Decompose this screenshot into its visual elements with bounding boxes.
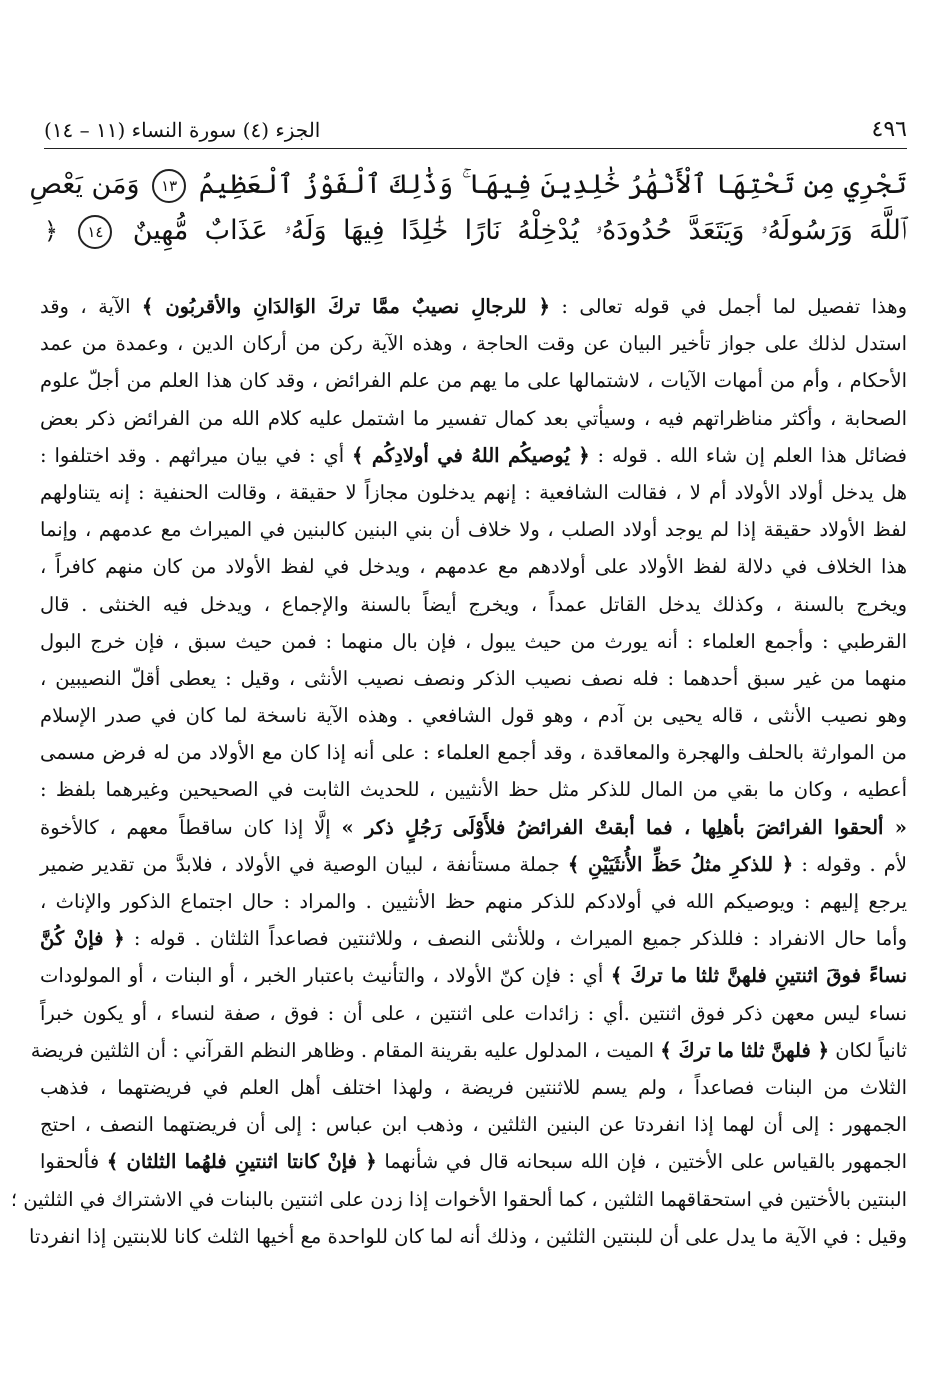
commentary-line bbox=[30, 1032, 907, 1069]
commentary-segment: ثانياً لكان bbox=[829, 1038, 907, 1062]
commentary-line bbox=[40, 362, 907, 399]
commentary-line bbox=[40, 586, 907, 623]
quranic-quote: ﴿ يُوصيكُم اللهُ في أولادِكُم ﴾ bbox=[352, 443, 590, 467]
commentary-line bbox=[40, 957, 907, 994]
quranic-quote: نساءً فوقَ اثنتينِ فلهنَّ ثلثا ما تركَ ﴾ bbox=[610, 964, 908, 988]
commentary-line bbox=[40, 474, 907, 511]
commentary-line bbox=[10, 1181, 907, 1218]
commentary-line bbox=[40, 288, 907, 325]
quran-line-2 bbox=[44, 208, 907, 254]
commentary-line bbox=[40, 1106, 907, 1143]
commentary-segment: نساء ليس معهن ذكر فوق اثنتين .أي : زائدات على اثنتين ، على أن : فوق ، صفة لنساء ، أو يكون خبراً bbox=[40, 1001, 907, 1025]
running-header bbox=[44, 112, 907, 142]
quran-text: وَمَن يَعْصِ bbox=[29, 169, 140, 200]
commentary-segment: القرطبي : وأجمع العلماء : أنه يورث من حيث يبول ، فإن بال منهما : فمن حيث سبق ، فإن خرج البول bbox=[40, 629, 907, 653]
commentary-segment: لأم . وقوله : bbox=[793, 852, 907, 876]
commentary-line bbox=[40, 1069, 907, 1106]
commentary-segment: الجمهور بالقياس على الأختين ، فإن الله سبحانه قال في شأنهما bbox=[376, 1150, 907, 1174]
commentary-segment: أي : فإن كنّ الأولاد ، والتأنيث باعتبار الخبر ، أو البنات ، أو المولودات bbox=[40, 964, 611, 988]
running-title: الجزء (٤) سورة النساء (١١ – ١٤) bbox=[44, 118, 321, 142]
commentary-line bbox=[40, 697, 907, 734]
quranic-quote: ﴿ للرجالِ نصيبٌ ممَّا تركَ الوَالدَانِ والأقربُون ﴾ bbox=[141, 295, 550, 318]
commentary-line bbox=[40, 883, 907, 920]
commentary-segment: أعطيه ، وكان ما بقي من المال للذكر مثل حظ الأنثيين ، للحديث الثابت في الصحيحين وغيرهما بلفظ : bbox=[40, 778, 907, 802]
commentary-line bbox=[40, 771, 907, 808]
header-rule bbox=[44, 148, 907, 149]
commentary-segment: وأما حال الانفراد : فللذكر جميع الميراث ، وللأنثى النصف ، وللاثنتين فصاعداً الثلثان . قوله : bbox=[124, 927, 907, 951]
commentary-segment: وهو نصيب الأنثى ، قاله يحيى بن آدم ، وهو قول الشافعي . وهذه الآية ناسخة لما كان في صدر الإسلام bbox=[40, 704, 907, 728]
commentary-line bbox=[40, 1143, 907, 1180]
commentary-segment: أي : في بيان ميراثهم . وقد اختلفوا : bbox=[40, 443, 353, 467]
commentary-segment: ويخرج بالسنة ، وكذلك يدخل القاتل عمداً ، ويخرج أيضاً بالسنة والإجماع ، ويدخل فيه الخنثى . قال bbox=[40, 592, 907, 616]
commentary-segment: الثلاث من البنات فصاعداً ، ولم يسم للاثنتين فريضة ، ولهذا اختلف أهل العلم في فريضتهما ، فذهب bbox=[40, 1075, 907, 1099]
commentary-line bbox=[40, 846, 907, 883]
commentary-segment: البنتين بالأختين في استحقاقهما الثلثين ، كما ألحقوا الأخوات إذا زدن على اثنتين بالبنات في الاشتراك في الثلثين ؛ bbox=[10, 1187, 907, 1211]
commentary-line bbox=[40, 437, 907, 474]
commentary-segment: هل يدخل أولاد الأولاد أم لا ، فقالت الشافعية : إنهم يدخلون مجازاً لا حقيقة ، وقالت الحنفية : إنه يتناولهم bbox=[40, 480, 907, 504]
commentary-line bbox=[40, 325, 907, 362]
quranic-quote: ﴿ للذكرِ مثلُ حَظِّ الأُنثَيَيْنِ ﴾ bbox=[567, 852, 794, 876]
quran-text: تَجْرِي مِن تَحْتِهَا ٱلْأَنْهَٰرُ خَٰلِدِينَ فِيهَا ۚ وَذَٰلِكَ ٱلْفَوْزُ ٱلْعَظِيمُ bbox=[198, 169, 907, 200]
commentary-segment: جملة مستأنفة ، لبيان الوصية في الأولاد ، فلابدَّ من تقدير ضمير bbox=[40, 852, 568, 876]
commentary-line bbox=[40, 511, 907, 548]
commentary-line bbox=[40, 660, 907, 697]
commentary-segment: منهما من غير سبق أحدهما : فله نصف نصيب الذكر ونصف نصيب الأنثى ، وقيل : يعطى أقلّ النصيبين ، bbox=[40, 666, 907, 690]
ayah-number-marker: ١٤ bbox=[78, 215, 112, 249]
quranic-quote: « ألحقوا الفرائضَ بأهلِها ، فما أبقتْ الفرائضُ فلأَوْلَى رَجُلٍ ذكر » bbox=[341, 815, 907, 839]
commentary-line bbox=[40, 920, 907, 957]
quran-text: ٱللَّهَ وَرَسُولَهُۥ وَيَتَعَدَّ حُدُودَهُۥ يُدْخِلْهُ نَارًا خَٰلِدًا فِيهَا وَلَهُۥ عَذَابٌ مُّهِينٌ bbox=[132, 215, 907, 246]
commentary-segment: يرجع إليهم : ويوصيكم الله في أولادكم للذكر منهم حظ الأنثيين . والمراد : حال اجتماع الذكور والإناث ، bbox=[40, 890, 907, 913]
commentary-segment: من الموارثة بالحلف والهجرة والمعاقدة ، وقد أجمع العلماء : على أنه إذا كان مع الأولاد من له فرض مسمى bbox=[40, 741, 907, 765]
commentary-line bbox=[40, 809, 907, 846]
page-number: ٤٩٦ bbox=[871, 117, 907, 142]
quranic-quote: ﴿ فلهنَّ ثلثا ما تركَ ﴾ bbox=[660, 1038, 829, 1062]
commentary-text bbox=[10, 288, 908, 1255]
commentary-segment: الجمهور : إلى أن لهما إذا انفردتا عن البنين الثلثين ، وذهب ابن عباس : إلى أن فريضتهما النصف ، احتج bbox=[40, 1113, 907, 1137]
commentary-segment: الميت ، المدلول عليه بقرينة المقام . وظاهر النظم القرآني : أن الثلثين فريضة bbox=[30, 1038, 661, 1062]
commentary-line bbox=[40, 734, 907, 771]
commentary-segment: الأحكام ، وأم من أمهات الآيات ، لاشتمالها على ما يهم من علم الفرائض ، وقد كان هذا العلم من أجلّ علوم bbox=[40, 369, 907, 393]
commentary-line bbox=[40, 400, 907, 437]
quran-verses bbox=[29, 162, 907, 254]
commentary-line bbox=[40, 548, 907, 585]
commentary-segment: وقيل : في الآية ما يدل على أن للبنتين الثلثين ، وذلك أنه لما كان للواحدة مع أخيها الثلث كانا للابنتين إذا انفردتا bbox=[29, 1224, 907, 1248]
commentary-line bbox=[40, 995, 907, 1032]
commentary-segment: الآية ، وقد bbox=[40, 295, 142, 318]
quranic-quote: ﴿ فإنْ كُنَّ bbox=[40, 927, 125, 951]
ayah-number-marker: ١٣ bbox=[152, 169, 186, 203]
commentary-segment: الصحابة ، وأكثر مناظراتهم فيه ، وسيأتي بعد كمال تفسير ما اشتمل عليه كلام الله من الفرائض ذكر بعض bbox=[40, 406, 907, 430]
commentary-segment: فألحقوا bbox=[40, 1150, 107, 1174]
commentary-segment: هذا الخلاف في دلالة لفظ الأولاد على أولادهم مع عدمهم ، ويدخل في لفظ الأولاد من كان منهم كافراً ، bbox=[40, 555, 907, 579]
commentary-segment: وهذا تفصيل لما أجمل في قوله تعالى : bbox=[549, 295, 907, 318]
quranic-quote: ﴿ فإنْ كانتا اثنتينِ فلهُما الثلثان ﴾ bbox=[106, 1150, 377, 1174]
commentary-segment: استدل لذلك على جواز تأخير البيان عن وقت الحاجة ، وهذه الآية ركن من أركان الدين ، وعمدة من عمد bbox=[40, 332, 907, 356]
commentary-segment: لفظ الأولاد حقيقة إذا لم يوجد أولاد الصلب ، ولا خلاف أن بني البنين كالبنين في الميراث مع عدمهم ، وإنما bbox=[40, 518, 907, 542]
quran-line-1 bbox=[29, 162, 907, 208]
commentary-segment: فضائل هذا العلم إن شاء الله . قوله : bbox=[589, 443, 907, 467]
commentary-segment: إلَّا إذا كان ساقطاً معهم ، كالأخوة bbox=[40, 815, 342, 839]
commentary-line bbox=[40, 623, 907, 660]
commentary-line bbox=[29, 1218, 907, 1255]
closing-bracket-ornament: ﴿ bbox=[44, 217, 59, 245]
